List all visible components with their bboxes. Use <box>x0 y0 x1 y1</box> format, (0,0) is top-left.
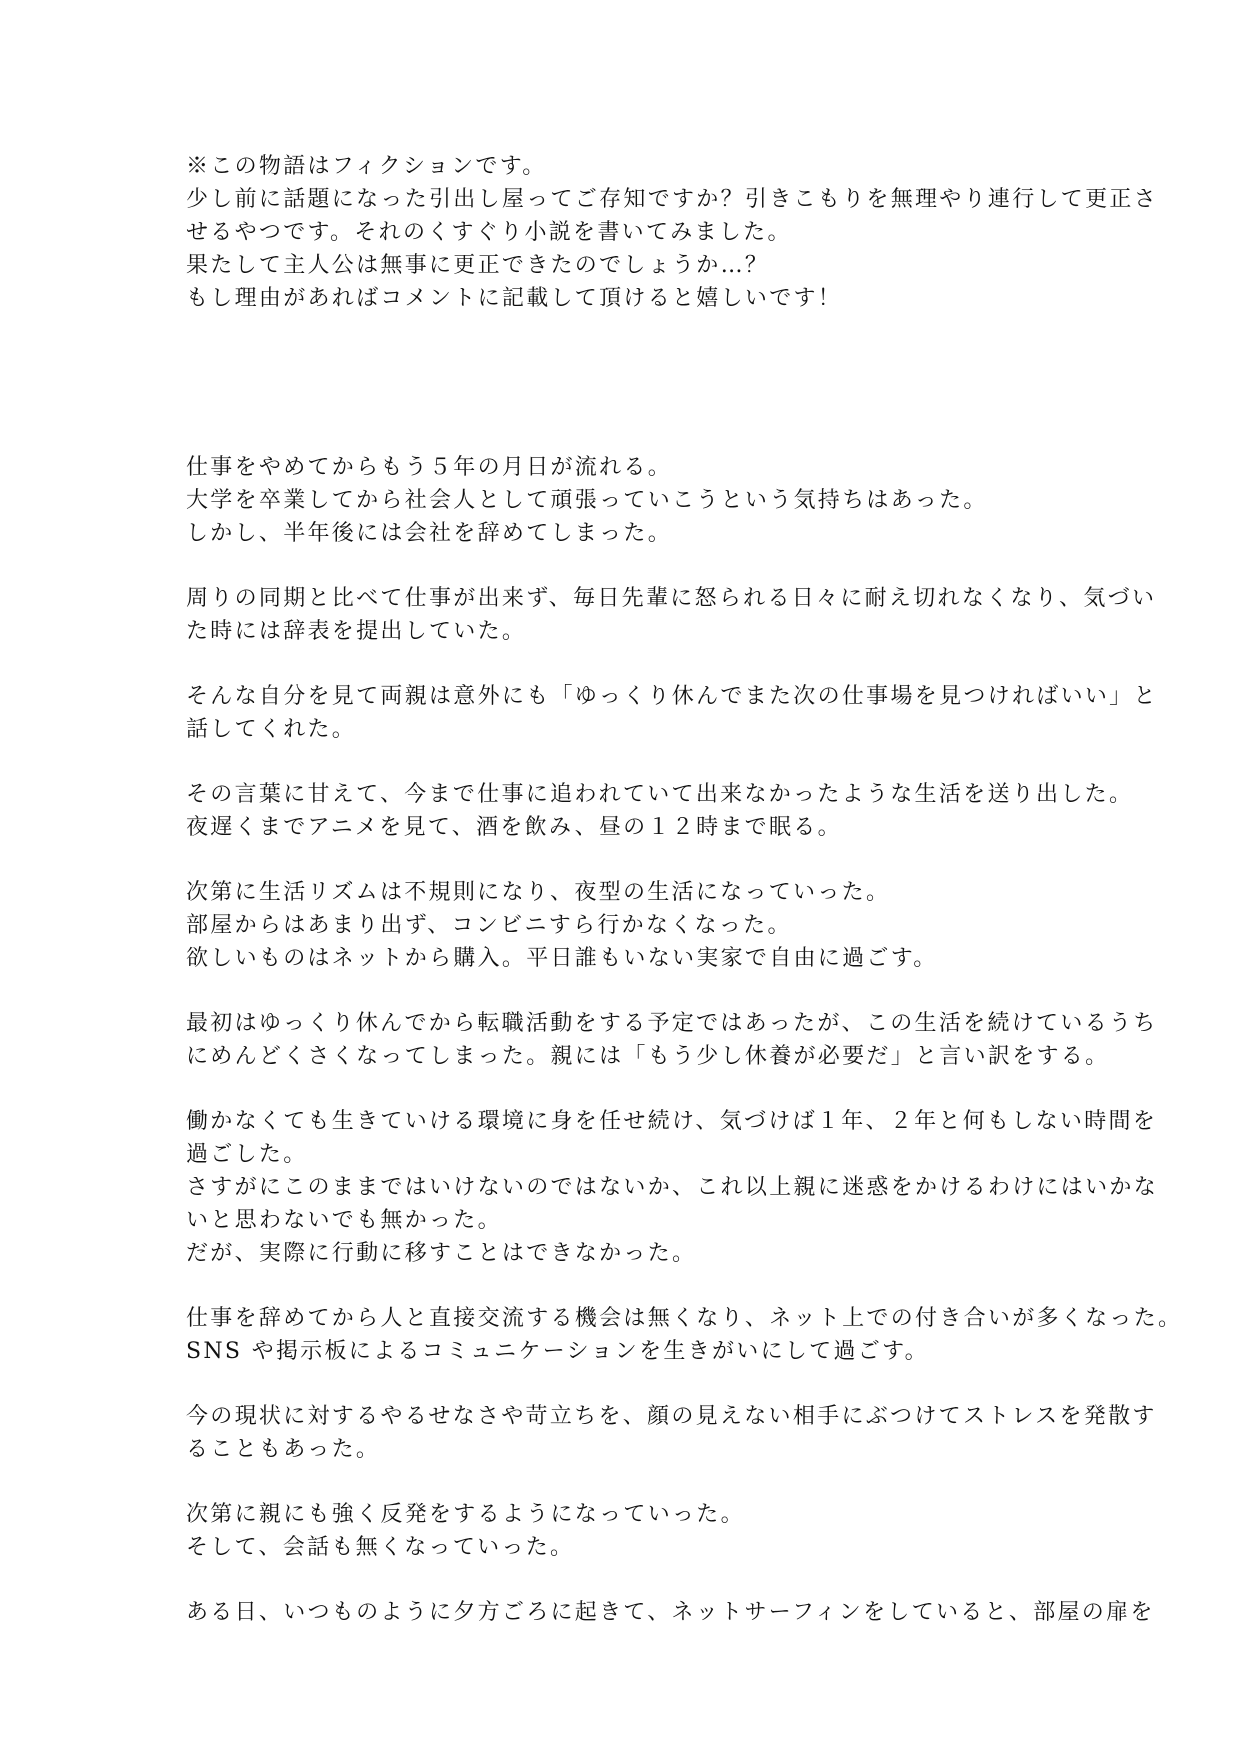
paragraph-spacer <box>186 975 1066 1007</box>
text-line: SNS や掲示板によるコミュニケーションを生きがいにして過ごす。 <box>186 1339 929 1364</box>
paragraph-spacer <box>186 1368 1066 1400</box>
text-line: もし理由があればコメントに記載して頂けると嬉しいです！ <box>186 286 843 311</box>
paragraph <box>186 582 1157 648</box>
text-line: さすがにこのままではいけないのではないか、これ以上親に迷惑をかけるわけにはいかな <box>186 1175 1159 1200</box>
paragraph <box>186 876 1066 975</box>
paragraph <box>186 1007 1158 1073</box>
text-line: ることもあった。 <box>186 1437 381 1462</box>
text-line: 今の現状に対するやるせなさや苛立ちを、顔の見えない相手にぶつけてストレスを発散す <box>186 1404 1157 1429</box>
text-line: 周りの同期と比べて仕事が出来ず、毎日先輩に怒られる日々に耐え切れなくなり、気づい <box>186 586 1157 611</box>
text-line: そして、会話も無くなっていった。 <box>186 1535 575 1560</box>
text-line: そんな自分を見て両親は意外にも「ゆっくり休んでまた次の仕事場を見つければいい」と <box>186 684 1158 709</box>
text-line: にめんどくさくなってしまった。親には「もう少し休養が必要だ」と言い訳をする。 <box>186 1044 1110 1069</box>
text-line: せるやつです。それのくすぐり小説を書いてみました。 <box>186 220 792 245</box>
paragraph-spacer <box>186 1073 1066 1105</box>
paragraph <box>186 778 1134 844</box>
text-line: 部屋からはあまり出ず、コンビニすら行かなくなった。 <box>186 913 792 938</box>
text-line: 次第に親にも強く反発をするようになっていった。 <box>186 1502 745 1527</box>
preface-block <box>186 150 1159 315</box>
text-line: 仕事をやめてからもう５年の月日が流れる。 <box>186 455 673 480</box>
text-line: いと思わないでも無かった。 <box>186 1208 502 1233</box>
paragraph <box>186 1400 1157 1466</box>
text-line: 最初はゆっくり休んでから転職活動をする予定ではあったが、この生活を続けているうち <box>186 1011 1158 1036</box>
document-page <box>186 150 1183 1629</box>
text-line: 次第に生活リズムは不規則になり、夜型の生活になっていった。 <box>186 880 891 905</box>
section-spacer <box>186 315 1066 451</box>
paragraph <box>186 451 1066 550</box>
text-line: 欲しいものはネットから購入。平日誰もいない実家で自由に過ごす。 <box>186 946 938 971</box>
paragraph-spacer <box>186 1466 1066 1498</box>
text-line: 大学を卒業してから社会人として頑張っていこうという気持ちはあった。 <box>186 488 988 513</box>
paragraph-spacer <box>186 550 1066 582</box>
text-line: 少し前に話題になった引出し屋ってご存知ですか？引きこもりを無理やり連行して更正さ <box>186 187 1159 212</box>
paragraph <box>186 1105 1159 1270</box>
text-line: 話してくれた。 <box>186 717 357 742</box>
paragraph-spacer <box>186 648 1066 680</box>
paragraph <box>186 1596 1155 1629</box>
story-body <box>186 451 1183 1629</box>
paragraph <box>186 1302 1183 1368</box>
text-line: ある日、いつものように夕方ごろに起きて、ネットサーフィンをしていると、部屋の扉を <box>186 1600 1155 1625</box>
paragraph <box>186 680 1158 746</box>
text-line: 働かなくても生きていける環境に身を任せ続け、気づけば１年、２年と何もしない時間を <box>186 1109 1158 1134</box>
text-line: だが、実際に行動に移すことはできなかった。 <box>186 1241 697 1266</box>
paragraph-spacer <box>186 1564 1066 1596</box>
text-line: 夜遅くまでアニメを見て、酒を飲み、昼の１２時まで眠る。 <box>186 815 842 840</box>
text-line: しかし、半年後には会社を辞めてしまった。 <box>186 521 673 546</box>
paragraph-spacer <box>186 746 1066 778</box>
text-line: その言葉に甘えて、今まで仕事に追われていて出来なかったような生活を送り出した。 <box>186 782 1134 807</box>
text-line: ※この物語はフィクションです。 <box>186 154 547 179</box>
text-line: 仕事を辞めてから人と直接交流する機会は無くなり、ネット上での付き合いが多くなった。 <box>186 1306 1183 1331</box>
paragraph <box>186 1498 1066 1564</box>
paragraph-spacer <box>186 1270 1066 1302</box>
text-line: 果たして主人公は無事に更正できたのでしょうか…？ <box>186 253 770 278</box>
text-line: た時には辞表を提出していた。 <box>186 619 527 644</box>
paragraph-spacer <box>186 844 1066 876</box>
text-line: 過ごした。 <box>186 1142 308 1167</box>
